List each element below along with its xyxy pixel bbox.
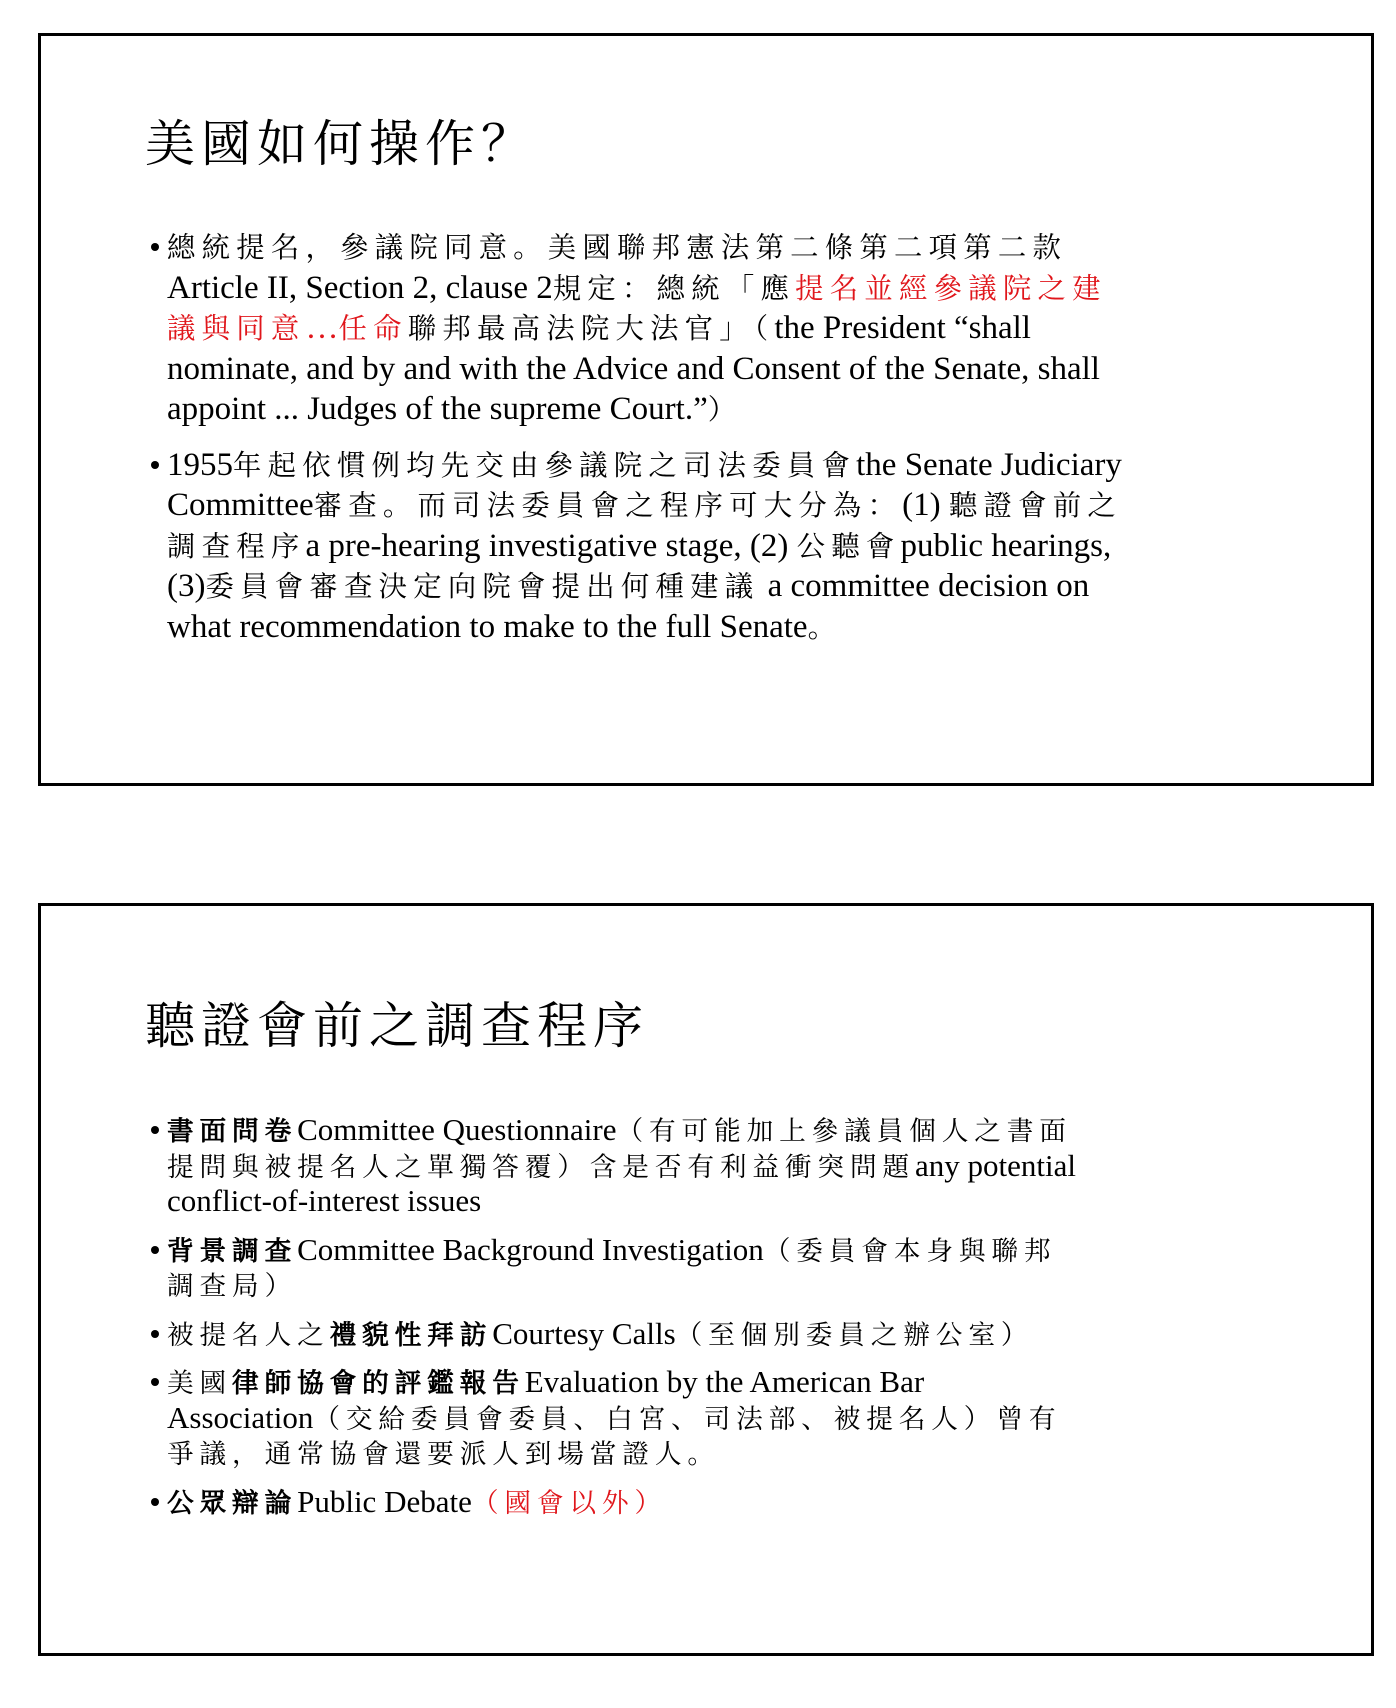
text-run: a pre-hearing investigative stage, (2): [305, 527, 797, 564]
bullet-line: [167, 607, 842, 648]
bullet-line: [167, 445, 1122, 486]
text-run: 聽證會前之: [948, 489, 1122, 522]
text-run: 公聽會: [796, 529, 901, 563]
text-run: 提問與被提名人之單獨答覆）含是否有利益衝突問題: [167, 1151, 915, 1183]
text-run: 1955: [167, 446, 233, 483]
bullet-dot-icon: [151, 1498, 159, 1506]
bullet-marker: [145, 227, 165, 267]
text-run: Public Debate: [297, 1483, 472, 1519]
bullet-marker: [145, 1112, 165, 1148]
bullet-marker: [145, 445, 165, 485]
text-run: Committee Background Investigation: [297, 1231, 764, 1267]
text-run: appoint ... Judges of the supreme Court.”: [167, 391, 708, 427]
text-run: ）: [707, 393, 743, 426]
bullet-line: [167, 268, 1107, 309]
bullet-line: [167, 308, 1031, 349]
bold-term: 背景調查: [167, 1235, 298, 1267]
text-run: 美國: [167, 1368, 233, 1399]
highlighted-text: 任命: [338, 312, 408, 345]
text-run: 調查局）: [167, 1271, 298, 1302]
bullet-marker: [145, 1232, 165, 1268]
bullet-marker: [145, 1364, 165, 1400]
text-run: （有可能加上參議員個人之書面: [616, 1116, 1072, 1147]
bullet-line: [167, 1148, 1076, 1186]
highlighted-text: 議與同意: [167, 312, 306, 345]
text-run: public hearings,: [900, 527, 1112, 564]
highlighted-text: …: [305, 310, 339, 346]
bold-term: 書面問卷: [167, 1116, 298, 1147]
text-run: 爭議，通常協會還要派人到場當證人。: [167, 1439, 720, 1470]
bullet-line: [167, 349, 1100, 389]
bullet-line: [167, 227, 1067, 268]
bullet-line: [167, 1400, 1061, 1438]
bullet-line: [167, 526, 1111, 567]
text-run: the President “shall: [774, 310, 1031, 346]
text-run: （至個別委員之辦公室）: [675, 1319, 1034, 1351]
text-run: （委員會本身與聯邦: [763, 1235, 1057, 1267]
text-run: (3): [167, 568, 206, 604]
text-run: 總統提名，參議院同意。美國聯邦憲法第二條第二項第二款: [167, 231, 1068, 264]
text-run: 。: [807, 610, 843, 644]
text-run: the Senate Judiciary: [856, 446, 1122, 483]
bold-term: 禮貌性拜訪: [329, 1319, 493, 1351]
bullet-dot-icon: [151, 461, 159, 469]
bullet-dot-icon: [151, 1126, 159, 1134]
text-run: 審查。而司法委員會之程序可大分為：: [313, 489, 903, 522]
bullet-line: [167, 1484, 667, 1522]
text-run: 規定：總統「應: [552, 271, 796, 305]
bullet-line: [167, 1435, 720, 1473]
bullet-line: [167, 1267, 297, 1305]
text-run: conflict-of-interest issues: [167, 1183, 482, 1218]
slide-1: [38, 33, 1374, 786]
bullet-line: [167, 1112, 1072, 1150]
slide-title: 美國如何操作？: [145, 115, 537, 173]
bullet-marker: [145, 1316, 165, 1352]
bullet-marker: [145, 1484, 165, 1520]
text-run: 聯邦最高法院大法官」（: [407, 312, 775, 345]
text-run: (1): [902, 487, 949, 523]
bullet-line: [167, 1232, 1056, 1270]
highlighted-text: （國會以外）: [471, 1487, 667, 1519]
bullet-line: [167, 485, 1122, 526]
text-run: Committee Questionnaire: [297, 1112, 617, 1147]
bullet-line: [167, 1316, 1033, 1354]
bold-term: 公眾辯論: [167, 1487, 298, 1519]
text-run: Evaluation by the American Bar: [524, 1364, 925, 1399]
slide-2: [38, 903, 1374, 1656]
text-run: what recommendation to make to the full Senate: [167, 608, 808, 645]
slide-title: 聽證會前之調查程序: [145, 997, 649, 1055]
text-run: 委員會審查決定向院會提出何種建議: [205, 570, 760, 603]
bullet-dot-icon: [151, 1330, 159, 1338]
bullet-line: [167, 1364, 924, 1402]
text-run: Committee: [167, 487, 314, 523]
text-run: Association: [167, 1399, 314, 1435]
bold-term: 律師協會的評鑑報告: [232, 1368, 525, 1399]
text-run: Courtesy Calls: [492, 1315, 676, 1351]
text-run: a committee decision on: [759, 568, 1090, 604]
bullet-line: [167, 1183, 481, 1219]
bullet-line: [167, 566, 1089, 607]
text-run: 被提名人之: [167, 1319, 330, 1351]
bullet-line: [167, 389, 742, 430]
text-run: any potential: [915, 1147, 1076, 1183]
text-run: 調查程序: [167, 529, 306, 563]
text-run: nominate, and by and with the Advice and Consent of the Senate, shall: [167, 350, 1100, 387]
bullet-dot-icon: [151, 1378, 159, 1386]
text-run: Article II, Section 2, clause 2: [167, 269, 553, 306]
text-run: 年起依慣例均先交由參議院之司法委員會: [233, 448, 857, 482]
text-run: （交給委員會委員、白宮、司法部、被提名人）曾有: [313, 1403, 1062, 1435]
bullet-dot-icon: [151, 243, 159, 251]
highlighted-text: 提名並經參議院之建: [795, 271, 1107, 305]
bullet-dot-icon: [151, 1246, 159, 1254]
